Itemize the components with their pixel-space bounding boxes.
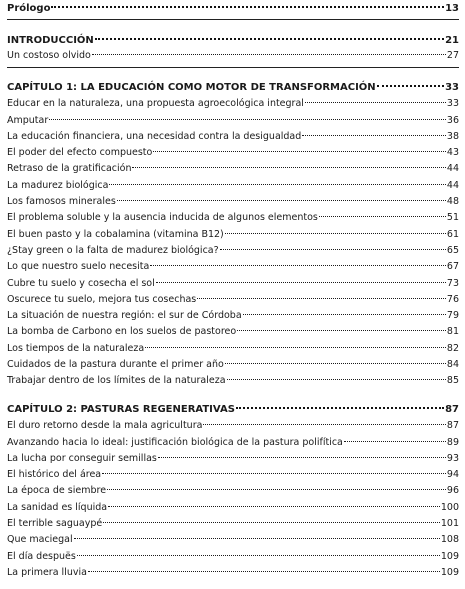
divider <box>7 19 459 20</box>
toc-entry-page: 81 <box>446 326 459 338</box>
toc-entry-page: 44 <box>446 179 459 191</box>
dot-leader <box>319 215 446 217</box>
toc-entry-title: Los famosos minerales <box>7 196 116 208</box>
toc-entry-title: CAPÍTULO 1: LA EDUCACIÓN COMO MOTOR DE TRANSFORMACIÓN <box>7 82 376 93</box>
toc-entry-title: El terrible saguaypé <box>7 518 103 530</box>
dot-leader <box>243 313 446 315</box>
dot-leader <box>145 346 446 348</box>
toc-item <box>7 210 459 226</box>
toc-entry-page: 73 <box>446 277 459 289</box>
dot-leader <box>49 118 446 120</box>
dot-leader <box>227 378 446 380</box>
toc-entry-page: 21 <box>445 35 459 46</box>
toc-entry-title: Un costoso olvido <box>7 50 91 61</box>
dot-leader <box>203 423 445 425</box>
dot-leader <box>74 537 440 539</box>
toc-entry-title: La educación financiera, una necesidad contra la desigualdad <box>7 130 302 142</box>
toc-entry-page: 67 <box>446 261 459 273</box>
dot-leader <box>344 440 446 442</box>
toc-item <box>7 161 459 177</box>
toc-item <box>7 451 459 467</box>
toc-item <box>7 435 459 451</box>
toc-entry-title: El problema soluble y la ausencia inducida de algunos elementos <box>7 212 318 224</box>
toc-item <box>7 113 459 129</box>
toc-item <box>7 243 459 259</box>
dot-leader <box>197 297 446 299</box>
dot-leader <box>108 505 440 507</box>
toc-entry-page: 27 <box>446 50 459 61</box>
toc-entry-page: 93 <box>446 452 459 464</box>
toc-introduction <box>7 33 459 49</box>
dot-leader <box>236 406 444 409</box>
toc-entry-page: 43 <box>446 147 459 159</box>
toc-item <box>7 324 459 340</box>
toc-entry-page: 85 <box>446 375 459 387</box>
toc-item <box>7 259 459 275</box>
toc-entry-title: La época de siembre <box>7 485 107 497</box>
toc-entry-title: Avanzando hacia lo ideal: justificación biológica de la pastura polifítica <box>7 436 343 448</box>
toc-entry-page: 109 <box>440 566 459 578</box>
toc-entry-title: El histórico del área <box>7 469 102 481</box>
toc-chapter-2 <box>7 402 459 418</box>
toc-entry-title: La lucha por conseguir semillas <box>7 452 157 464</box>
dot-leader <box>377 84 444 87</box>
dot-leader <box>156 281 446 283</box>
toc-entry-title: Amputar <box>7 114 49 126</box>
toc-entry-page: 87 <box>445 404 459 415</box>
toc-entry-page: 82 <box>446 342 459 354</box>
toc-entry-title: Trabajar dentro de los límites de la naturaleza <box>7 375 226 387</box>
toc-item <box>7 373 459 389</box>
dot-leader <box>158 456 446 458</box>
toc-item <box>7 357 459 373</box>
toc-item <box>7 549 459 565</box>
dot-leader <box>117 199 446 201</box>
toc-item <box>7 483 459 499</box>
toc-entry-page: 100 <box>440 501 459 513</box>
toc-item <box>7 129 459 145</box>
toc-item <box>7 48 459 64</box>
toc-entry-title: ¿Stay green o la falta de madurez biológica? <box>7 244 219 256</box>
toc-entry-title: El poder del efecto compuesto <box>7 147 153 159</box>
toc-item <box>7 565 459 581</box>
dot-leader <box>109 183 445 185</box>
toc-item <box>7 276 459 292</box>
toc-item <box>7 96 459 112</box>
toc-entry-page: 108 <box>440 534 459 546</box>
toc-entry-title: INTRODUCCIÓN <box>7 35 94 46</box>
toc-entry-title: La bomba de Carbono en los suelos de pastoreo <box>7 326 237 338</box>
toc-entry-title: CAPÍTULO 2: PASTURAS REGENERATIVAS <box>7 404 235 415</box>
toc-entry-page: 101 <box>440 518 459 530</box>
toc-entry-title: La madurez biológica <box>7 179 109 191</box>
toc-entry-title: Lo que nuestro suelo necesita <box>7 261 150 273</box>
dot-leader <box>225 232 446 234</box>
toc-item <box>7 145 459 161</box>
toc-entry-page: 44 <box>446 163 459 175</box>
toc-entry-page: 76 <box>446 293 459 305</box>
dot-leader <box>132 166 445 168</box>
toc-item <box>7 532 459 548</box>
toc-entry-title: La primera lluvia <box>7 566 87 578</box>
toc-entry-title: La situación de nuestra región: el sur de Córdoba <box>7 310 242 322</box>
dot-leader <box>102 472 446 474</box>
chapter-2-section <box>7 402 459 581</box>
toc-entry-page: 89 <box>446 436 459 448</box>
toc-entry-page: 84 <box>446 359 459 371</box>
toc-entry-page: 94 <box>446 469 459 481</box>
toc-item <box>7 194 459 210</box>
toc-item <box>7 516 459 532</box>
toc-entry-title: El duro retorno desde la mala agricultura <box>7 420 203 432</box>
dot-leader <box>237 329 446 331</box>
toc-entry-title: El buen pasto y la cobalamina (vitamina B12) <box>7 228 224 240</box>
dot-leader <box>103 521 440 523</box>
dot-leader <box>77 554 440 556</box>
toc-item <box>7 178 459 194</box>
dot-leader <box>225 362 446 364</box>
divider <box>7 67 459 68</box>
dot-leader <box>153 150 446 152</box>
dot-leader <box>220 248 446 250</box>
toc-entry-title: Cuidados de la pastura durante el primer año <box>7 359 224 371</box>
toc-item <box>7 500 459 516</box>
dot-leader <box>95 37 444 40</box>
toc-entry-title: Cubre tu suelo y cosecha el sol <box>7 277 155 289</box>
dot-leader <box>305 101 446 103</box>
toc-entry-title: Educar en la naturaleza, una propuesta agroecológica integral <box>7 98 304 110</box>
toc-entry-page: 13 <box>445 3 459 14</box>
toc-entry-page: 33 <box>445 82 459 93</box>
toc-entry-title: La sanidad es líquida <box>7 501 108 513</box>
toc-entry-title: Los tiempos de la naturaleza <box>7 342 145 354</box>
toc-prologue <box>7 1 459 17</box>
toc-entry-page: 65 <box>446 244 459 256</box>
toc-item <box>7 467 459 483</box>
toc-entry-title: Retraso de la gratificación <box>7 163 132 175</box>
dot-leader <box>51 5 444 8</box>
dot-leader <box>92 53 446 55</box>
toc-entry-page: 38 <box>446 130 459 142</box>
toc-entry-page: 96 <box>446 485 459 497</box>
toc-entry-page: 61 <box>446 228 459 240</box>
toc-item <box>7 227 459 243</box>
toc-entry-title: Que maciegal <box>7 534 73 546</box>
toc-entry-page: 87 <box>446 420 459 432</box>
toc-entry-page: 79 <box>446 310 459 322</box>
toc-entry-page: 51 <box>446 212 459 224</box>
toc-item <box>7 341 459 357</box>
toc-entry-title: El día despuës <box>7 550 76 562</box>
toc-entry-title: Prólogo <box>7 3 51 14</box>
toc-entry-page: 48 <box>446 196 459 208</box>
toc-entry-title: Oscurece tu suelo, mejora tus cosechas <box>7 293 197 305</box>
chapter-1-section <box>7 80 459 390</box>
dot-leader <box>302 134 446 136</box>
dot-leader <box>88 570 440 572</box>
toc-chapter-1 <box>7 80 459 96</box>
toc-entry-page: 109 <box>440 550 459 562</box>
toc-entry-page: 33 <box>446 98 459 110</box>
toc-item <box>7 418 459 434</box>
dot-leader <box>107 488 446 490</box>
dot-leader <box>150 264 446 266</box>
toc-entry-page: 36 <box>446 114 459 126</box>
toc-item <box>7 292 459 308</box>
toc-item <box>7 308 459 324</box>
